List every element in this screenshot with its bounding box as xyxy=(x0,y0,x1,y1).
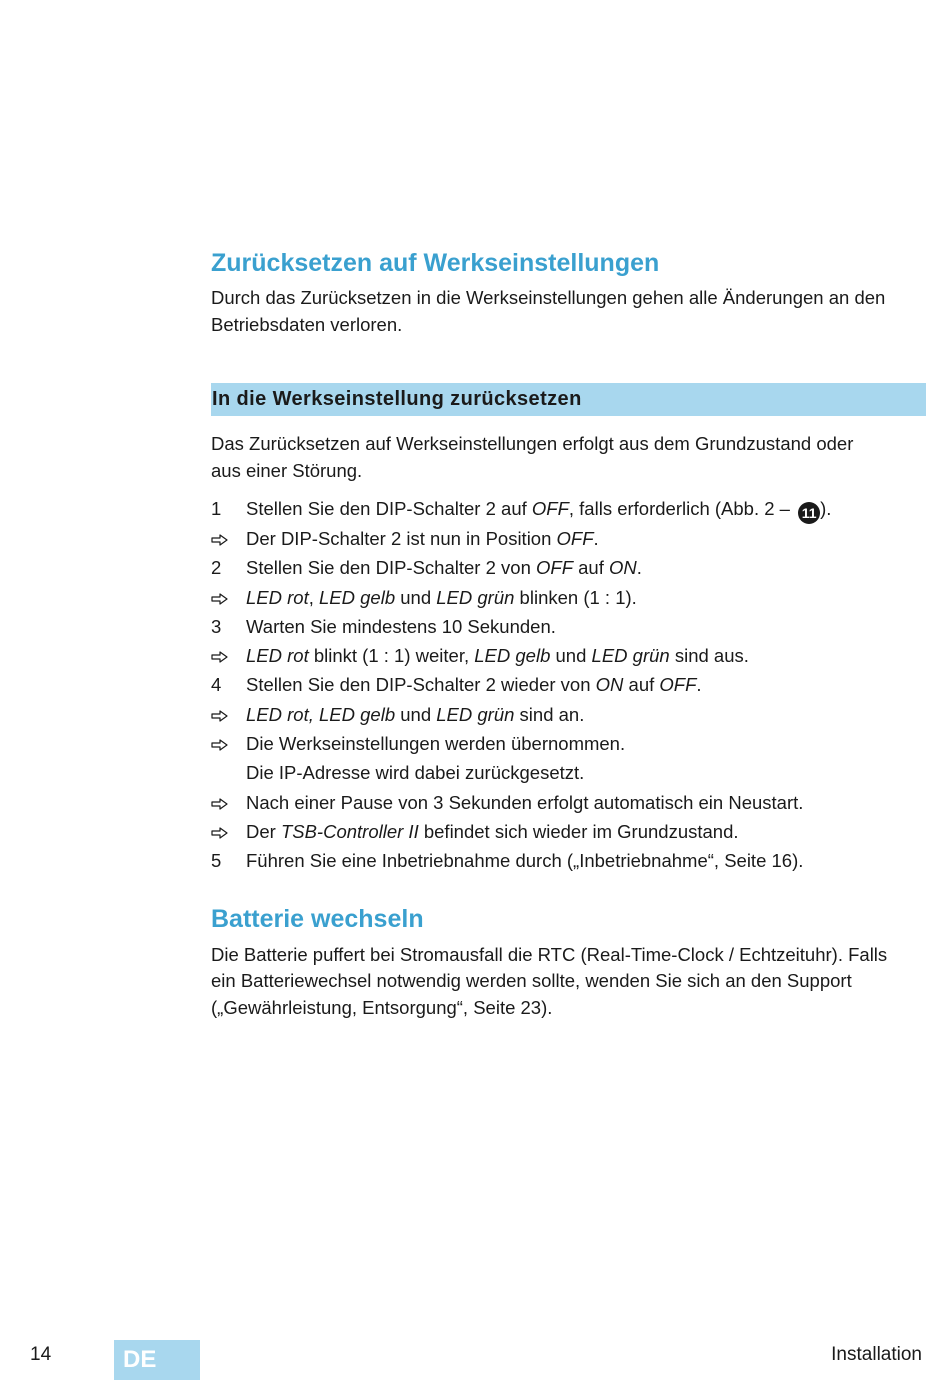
step-list xyxy=(211,494,926,876)
result-3: LED rot blinkt (1 : 1) weiter, LED gelb und LED grün sind aus. xyxy=(211,641,926,670)
result-arrow-icon xyxy=(211,651,229,663)
page-number: 14 xyxy=(30,1344,52,1365)
section-intro: Durch das Zurücksetzen in die Werkseinstellungen gehen alle Änderungen an den Betriebsdaten verloren. xyxy=(211,287,886,335)
step-number: 1 xyxy=(211,498,222,519)
result-arrow-icon xyxy=(211,710,229,722)
step-number: 4 xyxy=(211,674,222,696)
step-2: 2 Stellen Sie den DIP-Schalter 2 von OFF auf ON. xyxy=(211,553,926,582)
subsection-title-bar: In die Werkseinstellung zurücksetzen xyxy=(211,383,926,416)
result-5: Die Werkseinstellungen werden übernommen. xyxy=(211,729,926,758)
subsection-intro: Das Zurücksetzen auf Werkseinstellungen erfolgt aus dem Grundzustand oder aus einer Störung. xyxy=(211,433,854,481)
result-2: LED rot, LED gelb und LED grün blinken (1 : 1). xyxy=(211,583,926,612)
step-1: 1 Stellen Sie den DIP-Schalter 2 auf OFF, falls erforderlich (Abb. 2 – 11 ). xyxy=(211,494,926,524)
result-7: Der TSB-Controller II befindet sich wieder im Grundzustand. xyxy=(211,817,926,846)
section-title-reset: Zurücksetzen auf Werkseinstellungen xyxy=(211,249,660,277)
result-arrow-icon xyxy=(211,827,229,839)
result-6: Nach einer Pause von 3 Sekunden erfolgt automatisch ein Neustart. xyxy=(211,788,926,817)
step-number: 3 xyxy=(211,615,222,637)
step-number: 2 xyxy=(211,557,222,579)
result-arrow-icon xyxy=(211,534,229,546)
result-arrow-icon xyxy=(211,739,229,751)
step-number: 5 xyxy=(211,850,222,872)
callout-badge: 11 xyxy=(798,502,820,524)
language-tab: DE xyxy=(114,1340,200,1380)
page-content xyxy=(211,246,926,1021)
step-4: 4 Stellen Sie den DIP-Schalter 2 wieder von ON auf OFF. xyxy=(211,670,926,699)
section-title-battery: Batterie wechseln xyxy=(211,904,424,933)
battery-text: Die Batterie puffert bei Stromausfall die RTC (Real-Time-Clock / Echtzeituhr). Falls ein Batteriewechsel notwendig werden sollte, wenden Sie sich an den Support („Gewährleistung, Entsorgung“, Seite 23). xyxy=(211,943,888,1018)
step-5: 5 Führen Sie eine Inbetriebnahme durch („Inbetriebnahme“, Seite 16). xyxy=(211,846,926,875)
result-arrow-icon xyxy=(211,798,229,810)
result-1: Der DIP-Schalter 2 ist nun in Position OFF. xyxy=(211,524,926,553)
step-3: 3 Warten Sie mindestens 10 Sekunden. xyxy=(211,612,926,641)
result-arrow-icon xyxy=(211,593,229,605)
result-4: LED rot, LED gelb und LED grün sind an. xyxy=(211,700,926,729)
chapter-title: Installation xyxy=(831,1344,922,1365)
result-5-continued: Die IP-Adresse wird dabei zurückgesetzt. xyxy=(246,762,585,784)
